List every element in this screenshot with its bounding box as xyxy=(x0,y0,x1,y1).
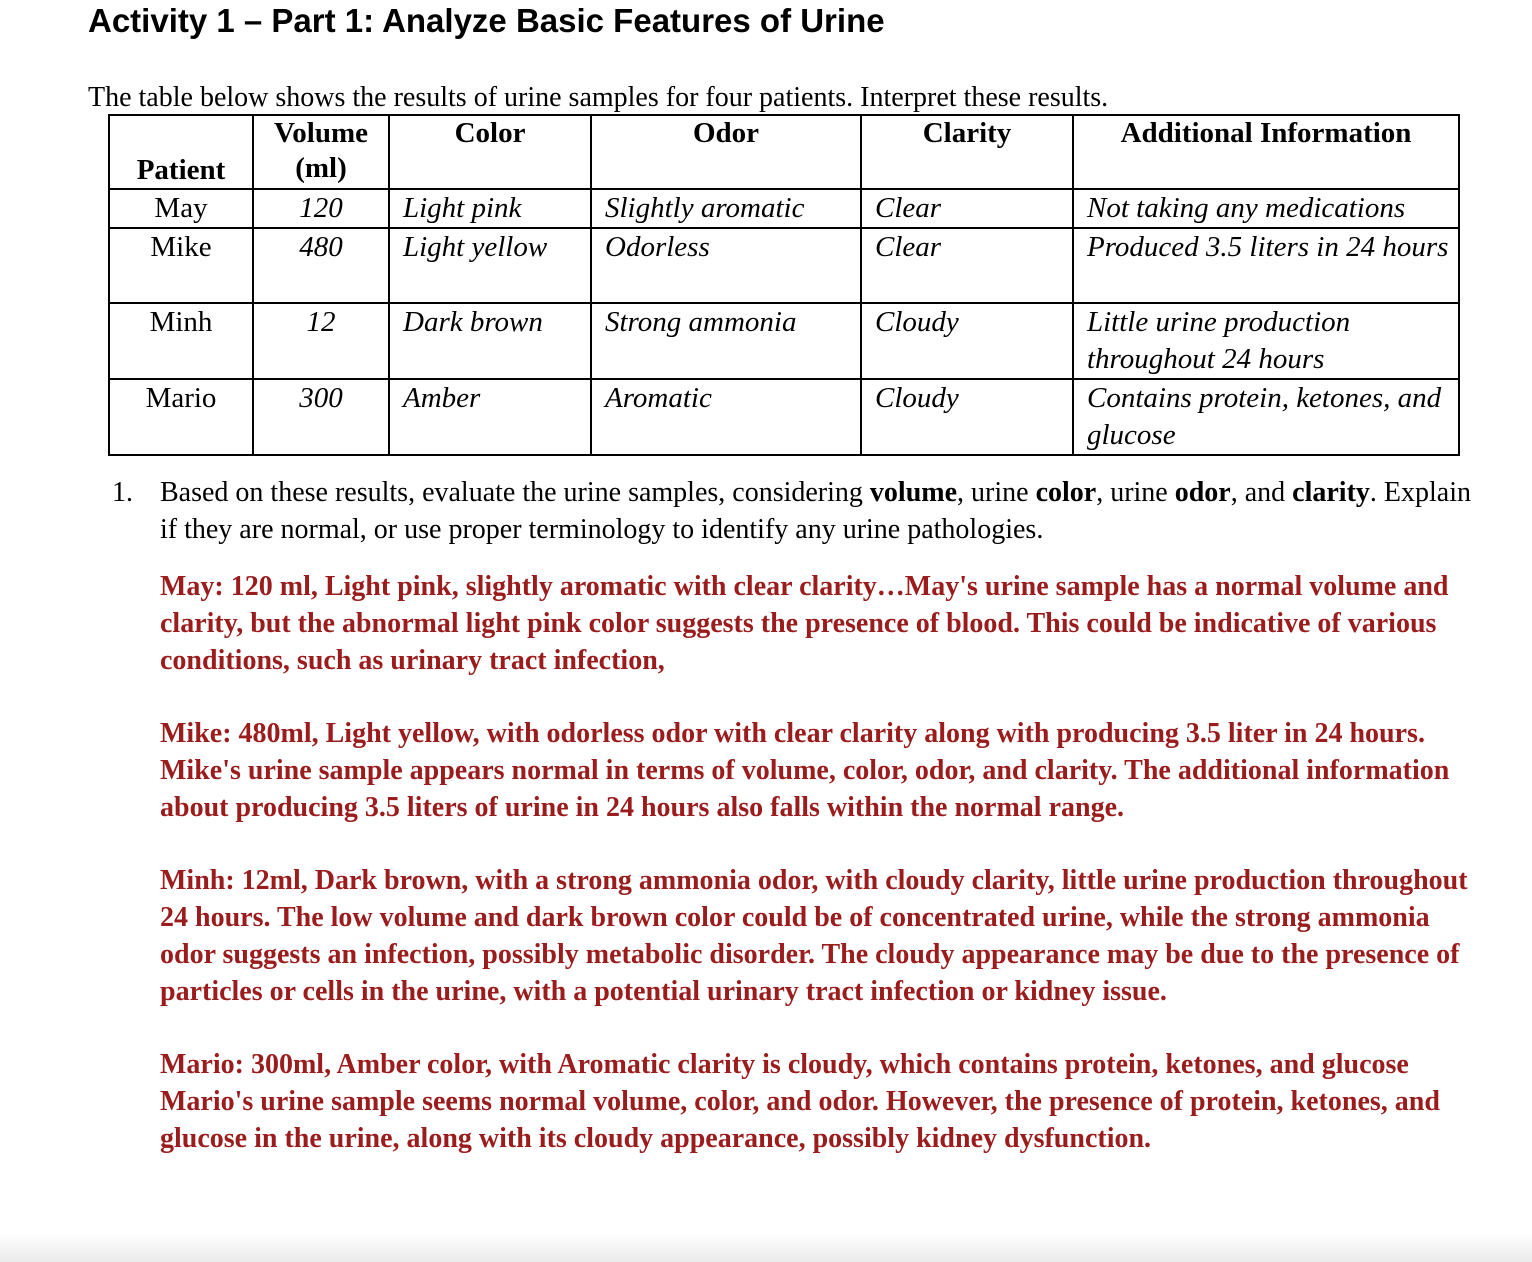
question-text-part: , urine xyxy=(1096,477,1175,508)
header-odor: Odor xyxy=(591,115,861,189)
question-text-part: , urine xyxy=(957,477,1036,508)
answer-mario: Mario: 300ml, Amber color, with Aromatic clarity is cloudy, which contains protein, ketones, and glucose Mario's urine sample seems normal volume, color, and odor. However, the presence of protein, ketones, and glucose in the urine, along with its cloudy appearance, possibly kidney dysfunction. xyxy=(160,1049,1440,1154)
cell-patient: May xyxy=(109,189,253,228)
cell-patient: Mike xyxy=(109,228,253,303)
answer-mike: Mike: 480ml, Light yellow, with odorless odor with clear clarity along with producing 3.5 liter in 24 hours. Mike's urine sample appears normal in terms of volume, color, odor, and clarity. The additional information about producing 3.5 liters of urine in 24 hours also falls within the normal range. xyxy=(160,718,1450,823)
question-text-part: Based on these results, evaluate the urine samples, considering xyxy=(160,477,870,508)
question-text xyxy=(160,474,1472,548)
header-color: Color xyxy=(389,115,591,189)
question-1 xyxy=(112,474,1472,548)
answer-block xyxy=(160,568,1490,1193)
table-row xyxy=(109,303,1459,379)
header-additional-info: Additional Information xyxy=(1073,115,1459,189)
cell-patient: Mario xyxy=(109,379,253,455)
header-patient: Patient xyxy=(109,115,253,189)
question-number: 1. xyxy=(112,477,133,508)
urine-results-table xyxy=(108,114,1460,456)
question-text-part: . Explain if they are normal, or use proper terminology to identify any urine pathologies. xyxy=(160,477,1472,545)
activity-heading: Activity 1 – Part 1: Analyze Basic Features of Urine xyxy=(88,2,885,39)
cell-clarity: Cloudy xyxy=(861,379,1073,455)
cell-color: Dark brown xyxy=(389,303,591,379)
answer-minh: Minh: 12ml, Dark brown, with a strong ammonia odor, with cloudy clarity, little urine production throughout 24 hours. The low volume and dark brown color could be of concentrated urine, while the strong ammonia odor suggests an infection, possibly metabolic disorder. The cloudy appearance may be due to the presence of particles or cells in the urine, with a potential urinary tract infection or kidney issue. xyxy=(160,865,1468,1007)
question-bold-odor: odor xyxy=(1174,477,1231,508)
cell-odor: Aromatic xyxy=(591,379,861,455)
cell-color: Amber xyxy=(389,379,591,455)
cell-additional-info: Contains protein, ketones, and glucose xyxy=(1073,379,1459,455)
question-bold-volume: volume xyxy=(869,477,958,508)
cell-additional-info: Little urine production throughout 24 hours xyxy=(1073,303,1459,379)
cell-volume: 480 xyxy=(253,228,389,303)
header-clarity: Clarity xyxy=(861,115,1073,189)
header-volume-line1: Volume xyxy=(274,117,368,149)
cell-volume: 12 xyxy=(253,303,389,379)
header-volume xyxy=(253,115,389,189)
table-header-row xyxy=(109,115,1459,189)
cell-patient: Minh xyxy=(109,303,253,379)
table-row xyxy=(109,379,1459,455)
cell-additional-info: Produced 3.5 liters in 24 hours xyxy=(1073,228,1459,303)
cell-volume: 300 xyxy=(253,379,389,455)
cell-odor: Strong ammonia xyxy=(591,303,861,379)
cell-color: Light yellow xyxy=(389,228,591,303)
question-bold-color: color xyxy=(1035,477,1097,508)
cell-clarity: Clear xyxy=(861,189,1073,228)
question-bold-clarity: clarity xyxy=(1292,477,1370,508)
intro-text: The table below shows the results of urine samples for four patients. Interpret these results. xyxy=(88,82,1109,113)
cell-additional-info: Not taking any medications xyxy=(1073,189,1459,228)
header-volume-line2: (ml) xyxy=(295,152,347,184)
bottom-edge-shadow xyxy=(0,1234,1532,1262)
cell-odor: Odorless xyxy=(591,228,861,303)
cell-volume: 120 xyxy=(253,189,389,228)
table-row xyxy=(109,189,1459,228)
cell-clarity: Clear xyxy=(861,228,1073,303)
answer-may: May: 120 ml, Light pink, slightly aromatic with clear clarity…May's urine sample has a normal volume and clarity, but the abnormal light pink color suggests the presence of blood. This could be indicative of various conditions, such as urinary tract infection, xyxy=(160,571,1449,676)
cell-clarity: Cloudy xyxy=(861,303,1073,379)
cell-odor: Slightly aromatic xyxy=(591,189,861,228)
cell-color: Light pink xyxy=(389,189,591,228)
table-row xyxy=(109,228,1459,303)
question-text-part: , and xyxy=(1230,477,1293,508)
